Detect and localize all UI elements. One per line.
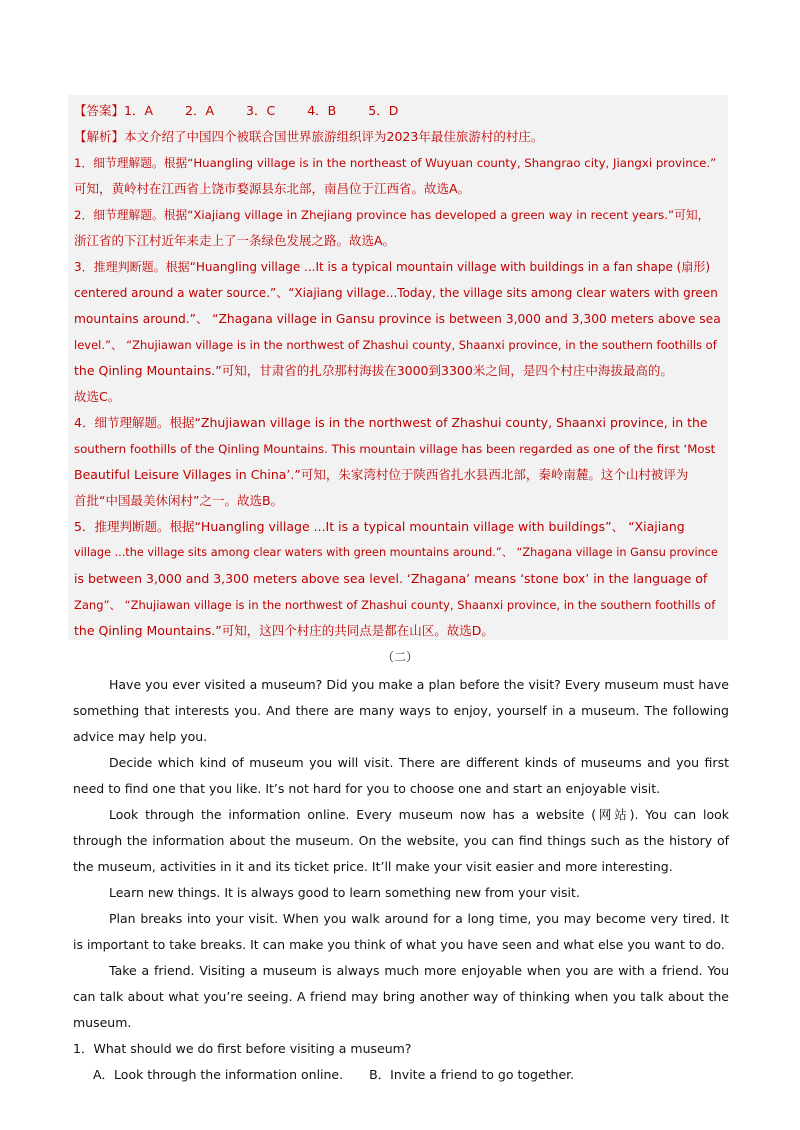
analysis-line: mountains around.”、 “Zhagana village in Gansu province is between 3,000 and 3,300 meters above sea xyxy=(74,312,721,326)
question-1-options xyxy=(73,1062,729,1088)
answer-key-1: 1．A xyxy=(124,103,154,118)
passage-paragraph: Decide which kind of museum you will visit. There are different kinds of museums and you first need to find one that you like. It’s not hard for you to choose one and start an enjoyable visit. xyxy=(73,755,729,796)
answer-key-line xyxy=(74,98,722,124)
analysis-line: southern foothills of the Qinling Mountains. This mountain village has been regarded as one of the first ‘Most xyxy=(74,442,716,456)
analysis-line: 浙江省的下江村近年来走上了一条绿色发展之路。故选A。 xyxy=(74,233,396,248)
analysis-line: centered around a water source.”、“Xiajiang village...Today, the village sits among clear waters with green xyxy=(74,286,718,300)
answer-key-5: 5．D xyxy=(368,103,399,118)
passage-paragraph: Learn new things. It is always good to learn something new from your visit. xyxy=(109,885,580,900)
answer-key-4: 4．B xyxy=(307,103,337,118)
analysis-line: 2．细节理解题。根据“Xiajiang village in Zhejiang province has developed a green way in recent years.”可知， xyxy=(74,208,710,222)
question-1: 1．What should we do first before visiting a museum? xyxy=(73,1041,412,1056)
analysis-line: 3．推理判断题。根据“Huangling village ...It is a typical mountain village with buildings in a fan shape (扇形) xyxy=(74,260,711,274)
analysis-line: is between 3,000 and 3,300 meters above sea level. ‘Zhagana’ means ‘stone box’ in the language of xyxy=(74,571,708,586)
analysis-line: 1．细节理解题。根据“Huangling village is in the northeast of Wuyuan county, Shangrao city, Jiangxi province.” xyxy=(74,156,717,170)
analysis-line: the Qinling Mountains.”可知，甘肃省的扎尕那村海拔在3000到3300米之间，是四个村庄中海拔最高的。 xyxy=(74,363,673,378)
analysis-line: 故选C。 xyxy=(74,389,121,404)
answer-key-2: 2．A xyxy=(185,103,215,118)
analysis-line: 【解析】本文介绍了中国四个被联合国世界旅游组织评为2023年最佳旅游村的村庄。 xyxy=(74,129,544,144)
analysis-lines xyxy=(74,124,722,644)
passage-paragraph: Plan breaks into your visit. When you walk around for a long time, you may become very tired. It is important to take breaks. It can make you think of what you have seen and what else you want to do. xyxy=(73,911,729,952)
passage-paragraphs xyxy=(73,672,729,1036)
analysis-line: the Qinling Mountains.”可知，这四个村庄的共同点是都在山区。故选D。 xyxy=(74,623,494,638)
reading-passage xyxy=(73,672,729,1088)
analysis-line: 首批“中国最美休闲村”之一。故选B。 xyxy=(74,493,284,508)
analysis-line: Zang”、 “Zhujiawan village is in the northwest of Zhashui county, Shaanxi province, in the southern foothills of xyxy=(74,598,716,612)
analysis-line: level.”、 “Zhujiawan village is in the northwest of Zhashui county, Shaanxi province, in the southern foothills of xyxy=(74,338,717,352)
analysis-line: 4．细节理解题。根据“Zhujiawan village is in the northwest of Zhashui county, Shaanxi province, in the xyxy=(74,415,708,430)
passage-paragraph: Take a friend. Visiting a museum is always much more enjoyable when you are with a friend. You can talk about what you’re seeing. A friend may bring another way of thinking when you talk about the museum. xyxy=(73,963,729,1030)
analysis-line: village ...the village sits among clear waters with green mountains around.”、 “Zhagana village in Gansu province xyxy=(74,546,718,559)
section-title: （二） xyxy=(381,650,418,664)
answer-label: 【答案】 xyxy=(74,103,125,118)
option-b: B．Invite a friend to go together. xyxy=(369,1067,575,1082)
analysis-line: 5．推理判断题。根据“Huangling village ...It is a typical mountain village with buildings”、 “Xiajiang xyxy=(74,519,685,534)
option-a: A．Look through the information online. xyxy=(93,1067,344,1082)
passage-paragraph: Look through the information online. Every museum now has a website (网站). You can look through the information about the museum. On the website, you can find things such as the history of the museum, activities in it and its ticket price. It’ll make your visit easier and more interesting. xyxy=(73,807,729,874)
answer-analysis-box xyxy=(68,95,728,640)
analysis-line: 可知，黄岭村在江西省上饶市婺源县东北部，南昌位于江西省。故选A。 xyxy=(74,181,471,196)
passage-paragraph: Have you ever visited a museum? Did you make a plan before the visit? Every museum must have something that interests you. And there are many ways to enjoy, yourself in a museum. The following advice may help you. xyxy=(73,677,729,744)
analysis-line: Beautiful Leisure Villages in China’.”可知，朱家湾村位于陕西省扎水县西北部，秦岭南麓。这个山村被评为 xyxy=(74,467,689,482)
answer-key-3: 3．C xyxy=(246,103,276,118)
